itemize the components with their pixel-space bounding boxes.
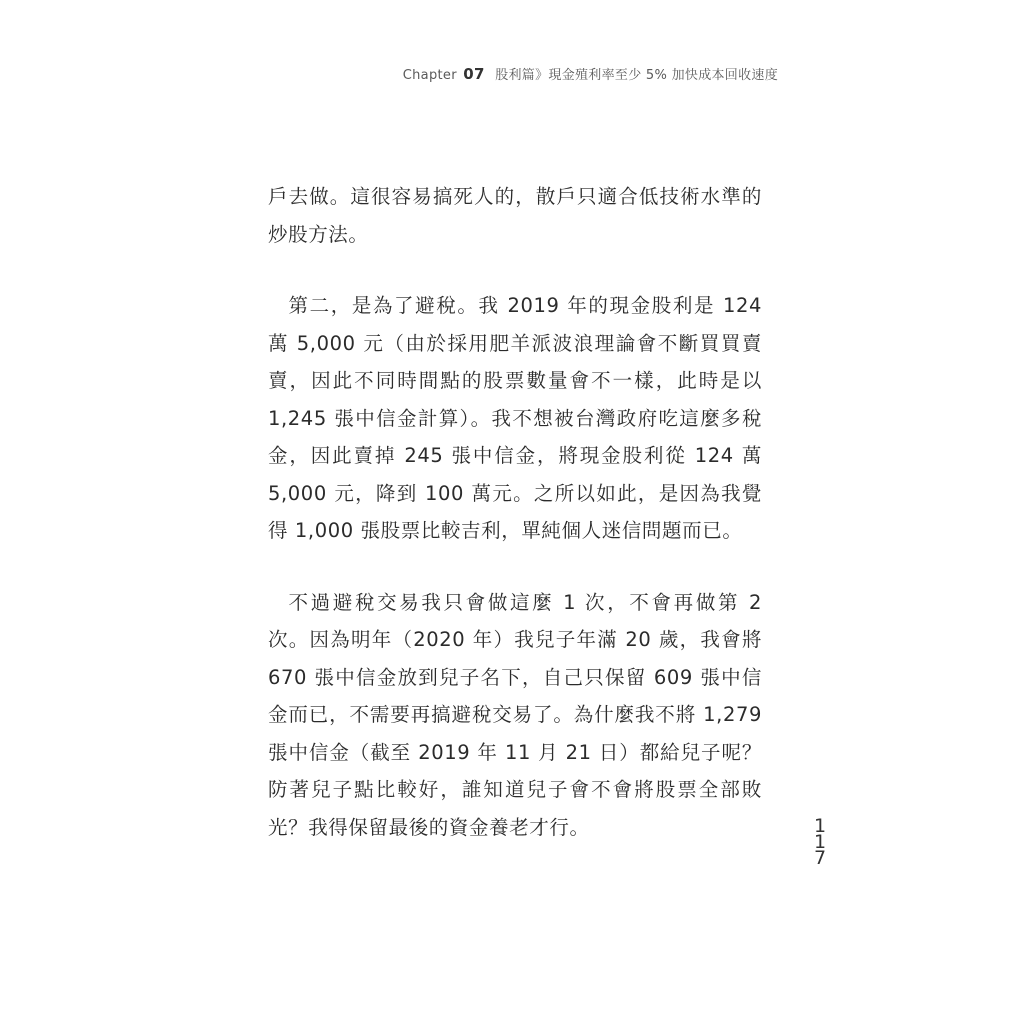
page-number [812,815,828,869]
body-text [268,178,762,846]
chapter-title: 股利篇》現金殖利率至少 5% 加快成本回收速度 [495,68,778,83]
page-number-digit: 1 [813,815,827,837]
paragraph-son-inheritance: 不過避稅交易我只會做這麼 1 次，不會再做第 2 次。因為明年（2020 年）我兒子年滿 20 歲，我會將 670 張中信金放到兒子名下，自己只保留 609 張中信金而已，不需要再搞避稅交易了。為什麼我不將 1,279 張中信金（截至 2019 年 11 月 21 日）都給兒子呢？防著兒子點比較好，誰知道兒子會不會將股票全部敗光？我得保留最後的資金養老才行。 [268,590,762,839]
chapter-word: Chapter [402,68,457,83]
page-number-digit: 7 [813,847,827,869]
running-header [403,64,778,83]
page-number-digit: 1 [813,831,827,853]
paragraph-continuation: 戶去做。這很容易搞死人的，散戶只適合低技術水準的炒股方法。 [268,185,762,246]
chapter-number: 07 [463,65,485,83]
paragraph-tax-avoidance: 第二，是為了避稅。我 2019 年的現金股利是 124 萬 5,000 元（由於採用肥羊派波浪理論會不斷買買賣賣，因此不同時間點的股票數量會不一樣，此時是以 1,245 張中信金計算）。我不想被台灣政府吃這麼多稅金，因此賣掉 245 張中信金，將現金股利從 124 萬 5,000 元，降到 100 萬元。之所以如此，是因為我覺得 1,000 張股票比較吉利，單純個人迷信問題而已。 [268,294,762,542]
